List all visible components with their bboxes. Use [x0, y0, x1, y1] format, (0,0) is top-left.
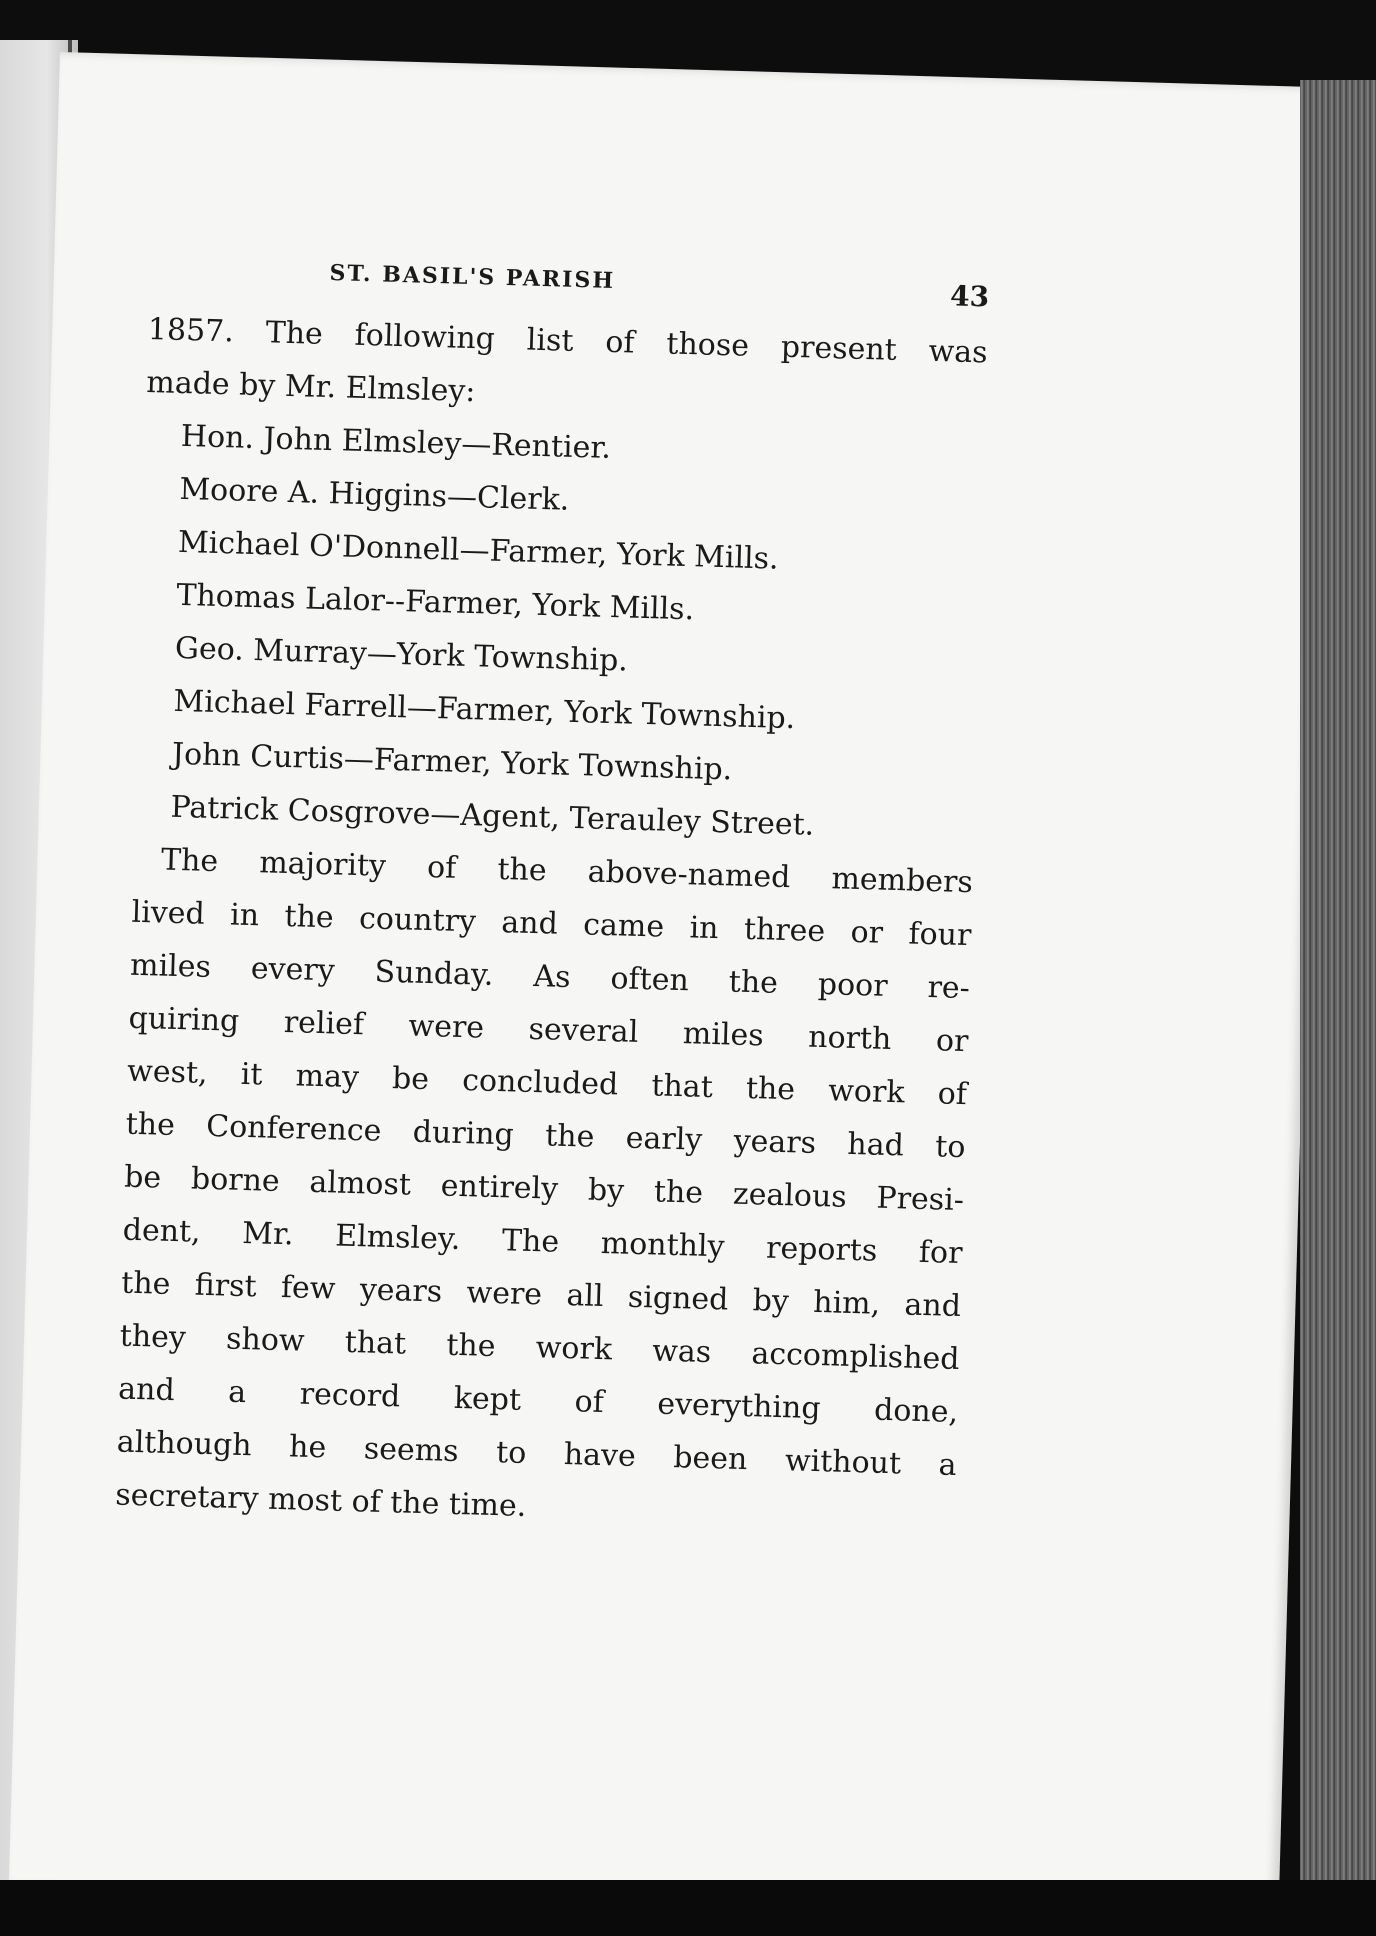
text-line: dent, Mr. Elmsley. The monthly reports for: [122, 1212, 963, 1272]
text-line: although he seems to have been without a: [116, 1424, 958, 1483]
page-fore-edge: [1300, 80, 1376, 1880]
running-head: ST. BASIL'S PARISH: [329, 260, 616, 294]
member-entry: Moore A. Higgins—Clerk.: [178, 471, 570, 518]
page-text: [115, 255, 990, 1545]
text-line: 1857. The following list of those present was: [147, 311, 989, 371]
text-line: west, it may be concluded that the work of: [126, 1053, 968, 1113]
scan-border: [0, 1880, 1376, 1936]
member-entry: Geo. Murray—York Township.: [174, 630, 629, 679]
member-entry: Thomas Lalor--Farmer, York Mills.: [176, 577, 695, 628]
page-number: 43: [949, 279, 990, 314]
text-line: The majority of the above-named members: [160, 842, 974, 901]
member-entry: Patrick Cosgrove—Agent, Terauley Street.: [170, 789, 815, 843]
text-line: the first few years were all signed by him, and: [120, 1265, 962, 1325]
member-entry: Hon. John Elmsley—Rentier.: [180, 418, 612, 466]
text-line: miles every Sunday. As often the poor re-: [129, 947, 971, 1007]
text-line: be borne almost entirely by the zealous Presi-: [123, 1159, 965, 1219]
member-entry: Michael O'Donnell—Farmer, York Mills.: [177, 524, 780, 577]
text-line: secretary most of the time.: [114, 1477, 527, 1524]
text-line: they show that the work was accomplished: [119, 1318, 960, 1378]
member-list: [134, 409, 986, 856]
text-line: quiring relief were several miles north or: [128, 1000, 969, 1060]
text-line: and a record kept of everything done,: [117, 1371, 959, 1431]
member-entry: John Curtis—Farmer, York Township.: [171, 736, 733, 788]
text-line: made by Mr. Elmsley:: [145, 364, 476, 410]
member-entry: Michael Farrell—Farmer, York Township.: [173, 683, 796, 737]
text-line: lived in the country and came in three or four: [131, 894, 972, 954]
body-paragraph: [115, 833, 974, 1545]
text-line: the Conference during the early years had to: [125, 1106, 966, 1166]
